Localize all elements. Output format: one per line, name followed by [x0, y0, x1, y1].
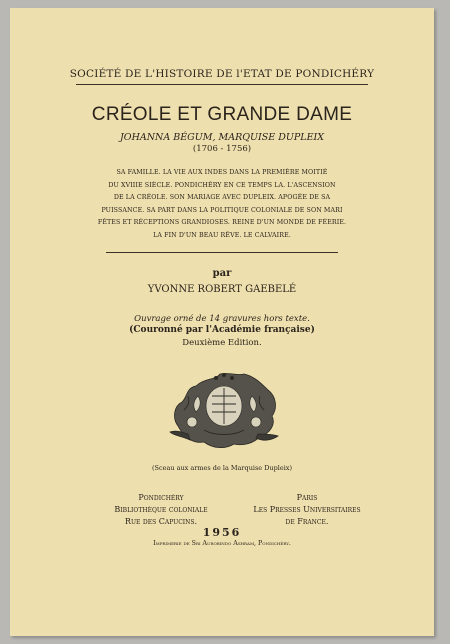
author-name: YVONNE ROBERT GAEBELÉ [147, 284, 297, 295]
by-label: par [212, 268, 232, 279]
publisher-line: Paris [296, 493, 318, 502]
publisher-line: Pondichéry [138, 493, 184, 502]
summary-line: DU XVIIIE SIÈCLE. PONDICHÉRY EN CE TEMPS LA. L'ASCENSION [108, 181, 336, 189]
publisher-line: Bibliothèque coloniale [114, 505, 208, 514]
marquise-seal-emblem [164, 366, 284, 456]
book-title: CRÉOLE ET GRANDE DAME [91, 104, 353, 125]
book-cover [10, 8, 434, 636]
publisher-line: Les Presses Universitaires [253, 505, 361, 514]
publisher-paris [242, 492, 372, 528]
summary-line: DE LA CRÉOLE. SON MARIAGE AVEC DUPLEIX. APOGÉE DE SA [113, 194, 331, 202]
publisher-pondichery [96, 492, 226, 528]
publisher-line: de France. [285, 517, 329, 526]
summary-line: LA FIN D'UN BEAU RÊVE. LE CALVAIRE. [153, 231, 291, 239]
publication-year: 1956 [202, 526, 242, 539]
academy-award: (Couronné par l'Académie française) [129, 325, 315, 335]
society-name: SOCIÉTÉ DE L'HISTOIRE DE l'ETAT DE PONDICHÉRY [69, 68, 375, 80]
book-subtitle: JOHANNA BÉGUM, MARQUISE DUPLEIX [119, 132, 325, 143]
publisher-line: Rue des Capucins. [124, 517, 198, 526]
summary-block [82, 167, 362, 243]
ornament-note: Ouvrage orné de 14 gravures hors texte. [134, 314, 310, 324]
divider-top [76, 84, 368, 85]
divider-middle [106, 252, 338, 253]
life-dates: (1706 - 1756) [192, 144, 252, 154]
summary-line: FÊTES ET RÉCEPTIONS GRANDIOSES. REINE D'UN MONDE DE FÉERIE. [97, 219, 347, 227]
seal-caption: (Sceau aux armes de la Marquise Dupleix) [152, 464, 292, 472]
summary-line: SA FAMILLE. LA VIE AUX INDES DANS LA PREMIÈRE MOITIÉ [116, 169, 328, 176]
summary-line: PUISSANCE. SA PART DANS LA POLITIQUE COLONIALE DE SON MARI [101, 206, 343, 214]
printer-line: Imprimerie de Sri Aurobindo Ashram, Pondichéry. [153, 540, 291, 547]
edition-label: Deuxième Edition. [182, 338, 262, 348]
